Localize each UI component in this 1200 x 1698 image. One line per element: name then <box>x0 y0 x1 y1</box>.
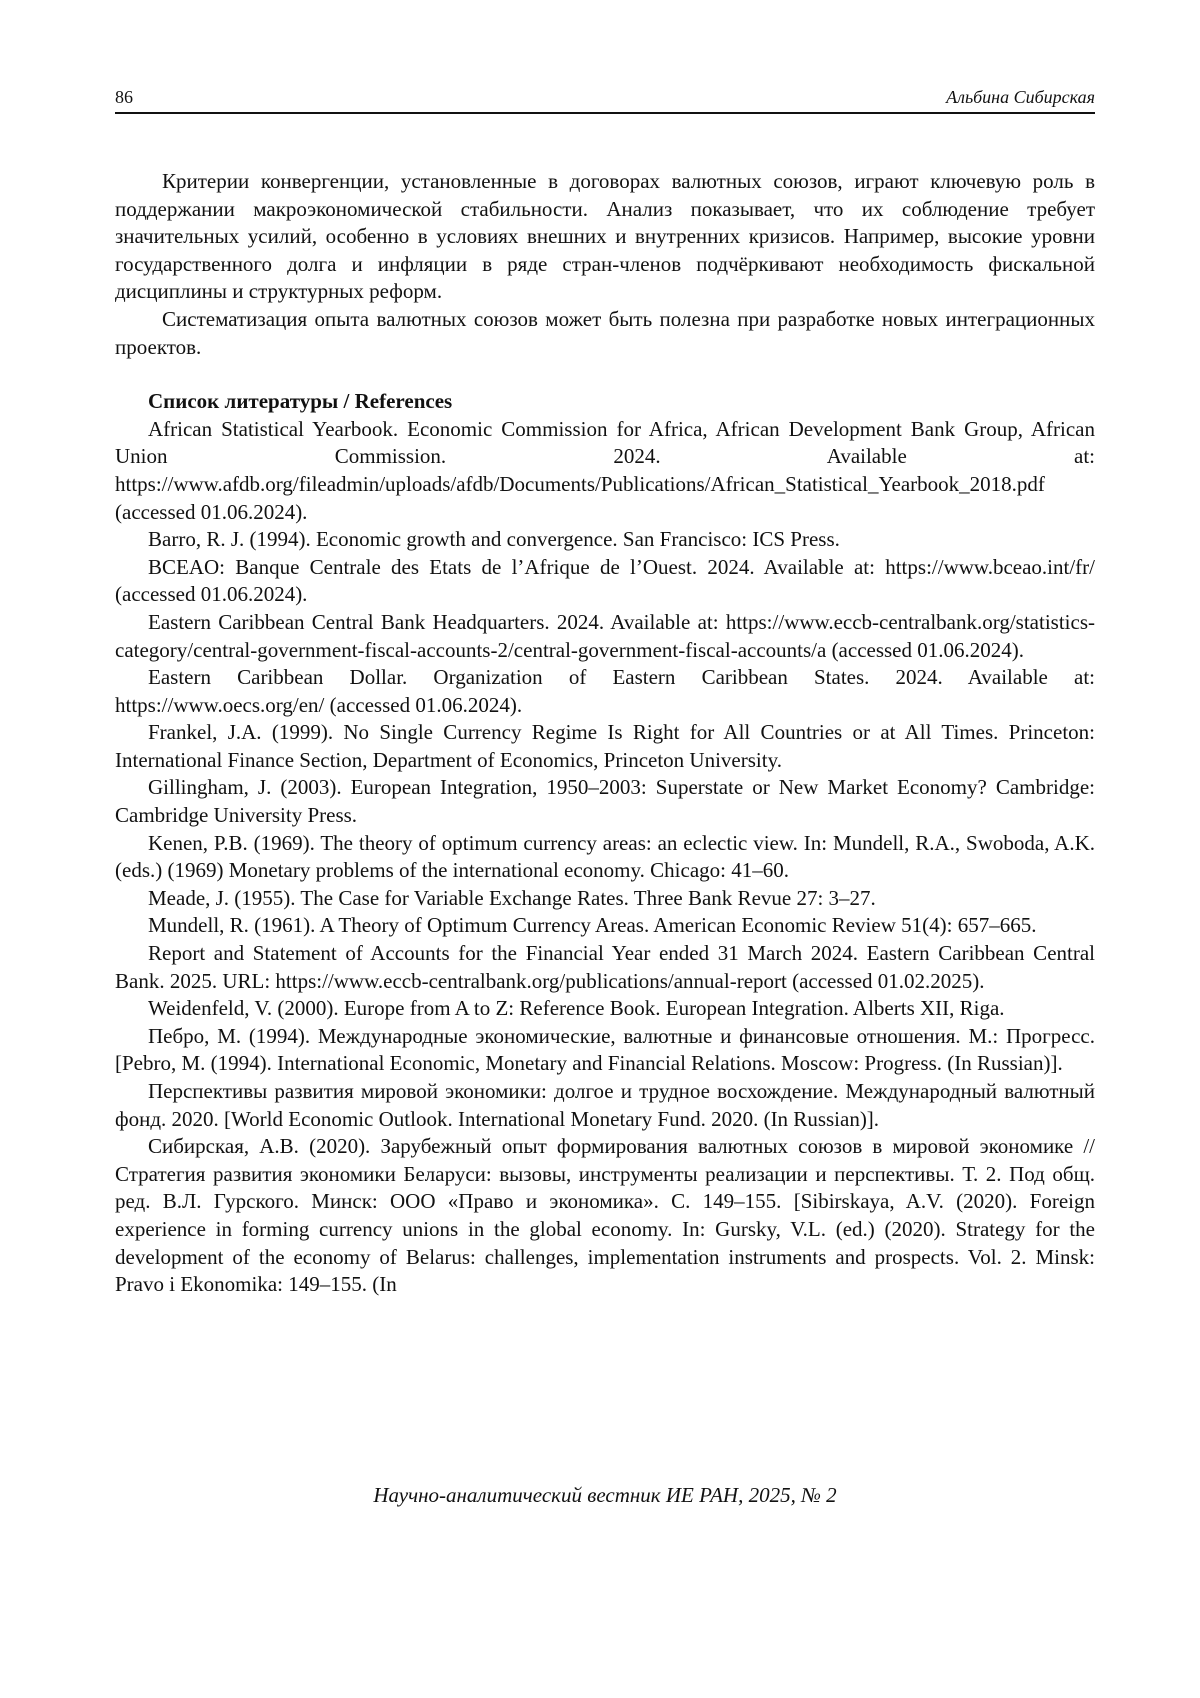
reference-item: Mundell, R. (1961). A Theory of Optimum Currency Areas. American Economic Review 51(4): 657–665. <box>148 913 1037 938</box>
page-number: 86 <box>115 87 133 107</box>
running-footer: Научно-аналитический вестник ИЕ РАН, 2025, № 2 <box>373 1483 837 1507</box>
body-paragraph: Систематизация опыта валютных союзов может быть полезна при разработке новых интеграционных проектов. <box>115 306 1095 359</box>
reference-item: Weidenfeld, V. (2000). Europe from A to Z: Reference Book. European Integration. Alberts XII, Riga. <box>148 996 1005 1021</box>
reference-item: African Statistical Yearbook. Economic Commission for Africa, African Development Bank Group, African Union Commission. 2024. Available at: https://www.afdb.org/fileadmin/uploads/afdb/Documents/Publications/African_Statistical_Yearbook_2018.pdf (accessed 01.06.2024). <box>115 416 1095 524</box>
reference-item: Eastern Caribbean Central Bank Headquarters. 2024. Available at: https://www.eccb-centralbank.org/statistics-category/central-government-fiscal-accounts-2/central-government-fiscal-accounts/a (accessed 01.06.2024). <box>115 609 1095 662</box>
references-heading: Список литературы / References <box>148 389 453 414</box>
reference-item: Frankel, J.A. (1999). No Single Currency Regime Is Right for All Countries or at All Times. Princeton: International Finance Section, Department of Economics, Princeton University. <box>115 720 1095 772</box>
reference-item: Пебро, М. (1994). Международные экономические, валютные и финансовые отношения. М.: Прогресс. [Pebro, M. (1994). International Economic, Monetary and Financial Relations. Moscow: Progress. (In Russian)]. <box>115 1023 1095 1076</box>
reference-list <box>115 416 1095 1299</box>
reference-item: Meade, J. (1955). The Case for Variable Exchange Rates. Three Bank Revue 27: 3–27. <box>148 885 876 910</box>
running-header <box>115 84 1095 114</box>
reference-item: Eastern Caribbean Dollar. Organization of Eastern Caribbean States. 2024. Available at: https://www.oecs.org/en/ (accessed 01.06.2024). <box>115 665 1095 717</box>
reference-item: Report and Statement of Accounts for the Financial Year ended 31 March 2024. Eastern Caribbean Central Bank. 2025. URL: https://www.eccb-centralbank.org/publications/annual-report (accessed 01.02.2025). <box>115 941 1095 993</box>
reference-item: Сибирская, А.В. (2020). Зарубежный опыт формирования валютных союзов в мировой экономике // Стратегия развития экономики Беларуси: вызовы, инструменты реализации и перспективы. Т. 2. Под общ. ред. В.Л. Гурского. Минск: ООО «Право и экономика». С. 149–155. [Sibirskaya, A.V. (2020). Foreign experience in forming currency unions in the global economy. In: Gursky, V.L. (ed.) (2020). Strategy for the development of the economy of Belarus: challenges, implementation instruments and prospects. Vol. 2. Minsk: Pravo i Ekonomika: 149–155. (In <box>115 1134 1095 1297</box>
page <box>115 0 1095 1698</box>
reference-item: Gillingham, J. (2003). European Integration, 1950–2003: Superstate or New Market Economy? Cambridge: Cambridge University Press. <box>115 775 1095 828</box>
reference-item: Barro, R. J. (1994). Economic growth and convergence. San Francisco: ICS Press. <box>148 527 840 552</box>
body-paragraph: Критерии конвергенции, установленные в договорах валютных союзов, играют ключевую роль в поддержании макроэкономической стабильности. Анализ показывает, что их соблюдение требует значительных усилий, особенно в условиях внешних и внутренних кризисов. Например, высокие уровни государственного долга и инфляции в ряде стран-членов подчёркивают необходимость фискальной дисциплины и структурных реформ. <box>115 169 1095 304</box>
running-author: Альбина Сибирская <box>946 87 1095 107</box>
article-body <box>115 168 1095 1299</box>
reference-item: BCEAO: Banque Centrale des Etats de l’Afrique de l’Ouest. 2024. Available at: https://www.bceao.int/fr/ (accessed 01.06.2024). <box>115 554 1095 607</box>
reference-item: Перспективы развития мировой экономики: долгое и трудное восхождение. Международный валютный фонд. 2020. [World Economic Outlook. International Monetary Fund. 2020. (In Russian)]. <box>115 1079 1095 1131</box>
reference-item: Kenen, P.B. (1969). The theory of optimum currency areas: an eclectic view. In: Mundell, R.A., Swoboda, A.K. (eds.) (1969) Monetary problems of the international economy. Chicago: 41–60. <box>115 830 1095 883</box>
